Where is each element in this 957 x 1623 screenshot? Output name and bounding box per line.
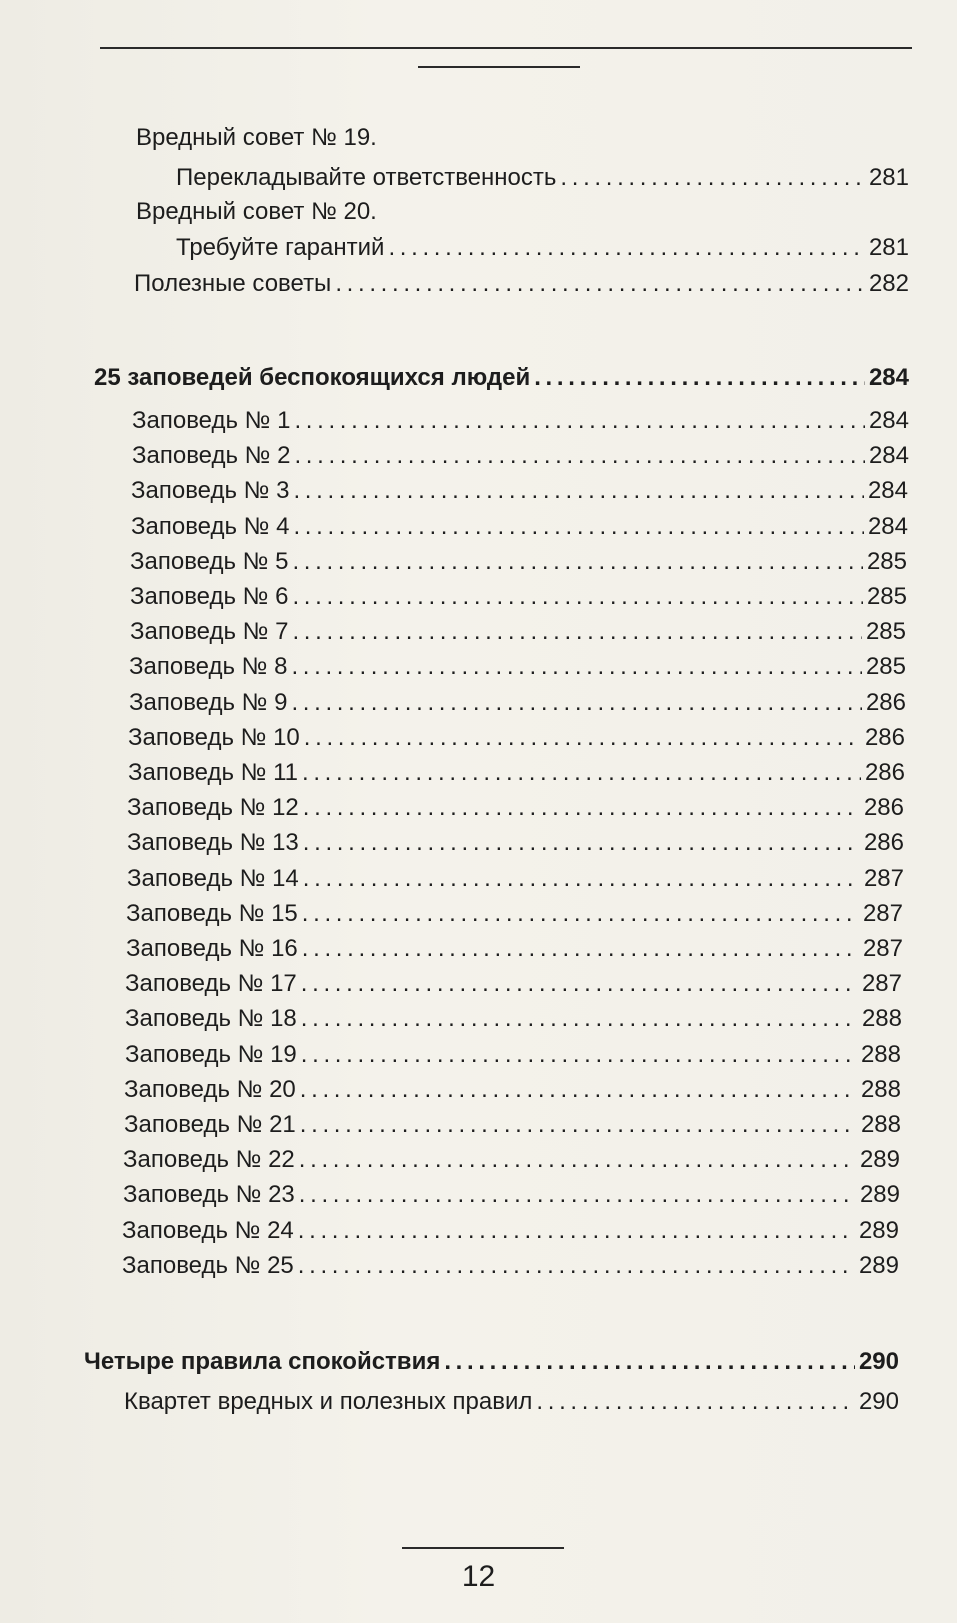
dot-leader [298, 1215, 855, 1247]
toc-entry-label: Заповедь № 9 [129, 689, 288, 716]
toc-entry-commandment-1[interactable] [132, 405, 909, 437]
dot-leader [292, 581, 863, 613]
toc-entry-page: 288 [860, 1111, 901, 1138]
toc-entry-page: 289 [858, 1252, 899, 1279]
dot-leader [292, 546, 863, 578]
toc-entry-commandment-7[interactable] [130, 616, 906, 648]
dot-leader [292, 616, 862, 648]
toc-entry-page: 288 [860, 1076, 901, 1103]
header-rule [100, 47, 912, 49]
toc-entry-label: Заповедь № 14 [127, 865, 299, 892]
toc-entry-page: 285 [865, 653, 906, 680]
toc-entry-page: 286 [864, 759, 905, 786]
toc-entry-advice-19[interactable] [176, 162, 909, 194]
toc-entry-commandment-17[interactable] [125, 968, 902, 1000]
toc-entry-label: Квартет вредных и полезных правил [124, 1388, 533, 1415]
toc-section-four-rules[interactable] [84, 1346, 899, 1378]
dot-leader [291, 687, 862, 719]
toc-entry-label: Заповедь № 19 [125, 1041, 297, 1068]
dot-leader [293, 475, 864, 507]
dot-leader [301, 1039, 857, 1071]
toc-entry-label: Требуйте гарантий [176, 234, 385, 261]
dot-leader [335, 268, 865, 300]
toc-entry-label: Заповедь № 20 [124, 1076, 296, 1103]
toc-entry-commandment-11[interactable] [128, 757, 905, 789]
toc-entry-commandment-5[interactable] [130, 546, 907, 578]
toc-entry-label: Заповедь № 7 [130, 618, 289, 645]
toc-entry-page: 290 [858, 1388, 899, 1415]
toc-entry-commandment-14[interactable] [127, 863, 904, 895]
toc-entry-page: 284 [867, 477, 908, 504]
toc-entry-label: Заповедь № 12 [127, 794, 299, 821]
toc-section-title: 25 заповедей беспокоящихся людей [94, 364, 531, 391]
toc-entry-label: Заповедь № 10 [128, 724, 300, 751]
toc-entry-label: Заповедь № 16 [126, 935, 298, 962]
dot-leader [304, 722, 861, 754]
toc-entry-commandment-16[interactable] [126, 933, 903, 965]
toc-entry-page: 285 [865, 618, 906, 645]
toc-entry-commandment-22[interactable] [123, 1144, 900, 1176]
dot-leader [302, 933, 859, 965]
toc-entry-quartet[interactable] [124, 1386, 899, 1418]
toc-entry-page: 286 [864, 724, 905, 751]
toc-entry-commandment-13[interactable] [127, 827, 904, 859]
toc-section-25-commandments[interactable] [94, 362, 909, 394]
toc-entry-page: 285 [866, 548, 907, 575]
toc-entry-page: 284 [867, 513, 908, 540]
toc-entry-page: 287 [862, 900, 903, 927]
dot-leader [534, 362, 865, 394]
toc-entry-commandment-3[interactable] [131, 475, 908, 507]
toc-entry-commandment-23[interactable] [123, 1179, 900, 1211]
dot-leader [536, 1386, 855, 1418]
toc-entry-page: 281 [868, 164, 909, 191]
dot-leader [300, 1074, 857, 1106]
dot-leader [302, 898, 859, 930]
dot-leader [444, 1346, 855, 1378]
toc-entry-label: Заповедь № 8 [129, 653, 288, 680]
toc-entry-label: Заповедь № 25 [122, 1252, 294, 1279]
dot-leader [302, 757, 861, 789]
toc-entry-commandment-21[interactable] [124, 1109, 901, 1141]
dot-leader [303, 792, 860, 824]
toc-entry-label: Заповедь № 1 [132, 407, 291, 434]
toc-entry-commandment-20[interactable] [124, 1074, 901, 1106]
toc-entry-commandment-19[interactable] [125, 1039, 901, 1071]
dot-leader [294, 440, 865, 472]
toc-entry-page: 284 [868, 442, 909, 469]
header-short-rule [418, 66, 580, 68]
toc-entry-useful-advice[interactable] [134, 268, 909, 300]
toc-entry-label: Заповедь № 24 [122, 1217, 294, 1244]
toc-entry-commandment-6[interactable] [130, 581, 907, 613]
dot-leader [560, 162, 865, 194]
toc-section-title: Четыре правила спокойствия [84, 1348, 441, 1375]
dot-leader [299, 1144, 856, 1176]
dot-leader [298, 1250, 855, 1282]
dot-leader [303, 863, 860, 895]
toc-entry-label: Перекладывайте ответственность [176, 164, 557, 191]
toc-entry-commandment-9[interactable] [129, 687, 906, 719]
toc-entry-page: 284 [868, 407, 909, 434]
toc-entry-label: Полезные советы [134, 270, 332, 297]
toc-entry-label: Заповедь № 11 [128, 759, 298, 786]
toc-entry-commandment-2[interactable] [132, 440, 909, 472]
toc-entry-page: 288 [860, 1041, 901, 1068]
dot-leader [301, 1003, 858, 1035]
toc-entry-commandment-18[interactable] [125, 1003, 902, 1035]
toc-entry-commandment-10[interactable] [128, 722, 905, 754]
toc-entry-page: 285 [866, 583, 907, 610]
toc-entry-commandment-24[interactable] [122, 1215, 899, 1247]
toc-entry-page: 287 [862, 935, 903, 962]
dot-leader [388, 232, 865, 264]
toc-section-page: 284 [868, 364, 909, 391]
toc-entry-page: 286 [865, 689, 906, 716]
toc-entry-advice-20[interactable] [176, 232, 909, 264]
toc-entry-label: Заповедь № 22 [123, 1146, 295, 1173]
toc-entry-page: 289 [859, 1181, 900, 1208]
dot-leader [294, 405, 865, 437]
toc-heading-advice-19: Вредный совет № 19. [136, 124, 377, 151]
toc-entry-label: Заповедь № 3 [131, 477, 290, 504]
toc-entry-label: Заповедь № 4 [131, 513, 290, 540]
toc-entry-commandment-12[interactable] [127, 792, 904, 824]
toc-entry-label: Заповедь № 21 [124, 1111, 296, 1138]
toc-entry-label: Заповедь № 13 [127, 829, 299, 856]
toc-entry-commandment-15[interactable] [126, 898, 903, 930]
toc-entry-label: Заповедь № 23 [123, 1181, 295, 1208]
toc-entry-page: 287 [863, 865, 904, 892]
dot-leader [291, 651, 862, 683]
toc-entry-commandment-25[interactable] [122, 1250, 899, 1282]
footer-rule [402, 1547, 564, 1549]
dot-leader [299, 1179, 856, 1211]
toc-entry-label: Заповедь № 2 [132, 442, 291, 469]
toc-section-page: 290 [858, 1348, 899, 1375]
dot-leader [293, 511, 864, 543]
toc-entry-label: Заповедь № 15 [126, 900, 298, 927]
dot-leader [300, 1109, 857, 1141]
toc-heading-advice-20: Вредный совет № 20. [136, 198, 377, 225]
toc-entry-page: 289 [859, 1146, 900, 1173]
toc-entry-page: 287 [861, 970, 902, 997]
toc-entry-label: Заповедь № 5 [130, 548, 289, 575]
toc-entry-commandment-4[interactable] [131, 511, 908, 543]
toc-entry-label: Заповедь № 18 [125, 1005, 297, 1032]
dot-leader [303, 827, 860, 859]
page-number: 12 [461, 1560, 496, 1593]
toc-entry-page: 286 [863, 794, 904, 821]
toc-entry-page: 289 [858, 1217, 899, 1244]
toc-entry-label: Заповедь № 6 [130, 583, 289, 610]
toc-entry-page: 286 [863, 829, 904, 856]
toc-entry-commandment-8[interactable] [129, 651, 906, 683]
toc-entry-page: 288 [861, 1005, 902, 1032]
toc-entry-label: Заповедь № 17 [125, 970, 297, 997]
toc-entry-page: 281 [868, 234, 909, 261]
toc-entry-page: 282 [868, 270, 909, 297]
dot-leader [301, 968, 858, 1000]
